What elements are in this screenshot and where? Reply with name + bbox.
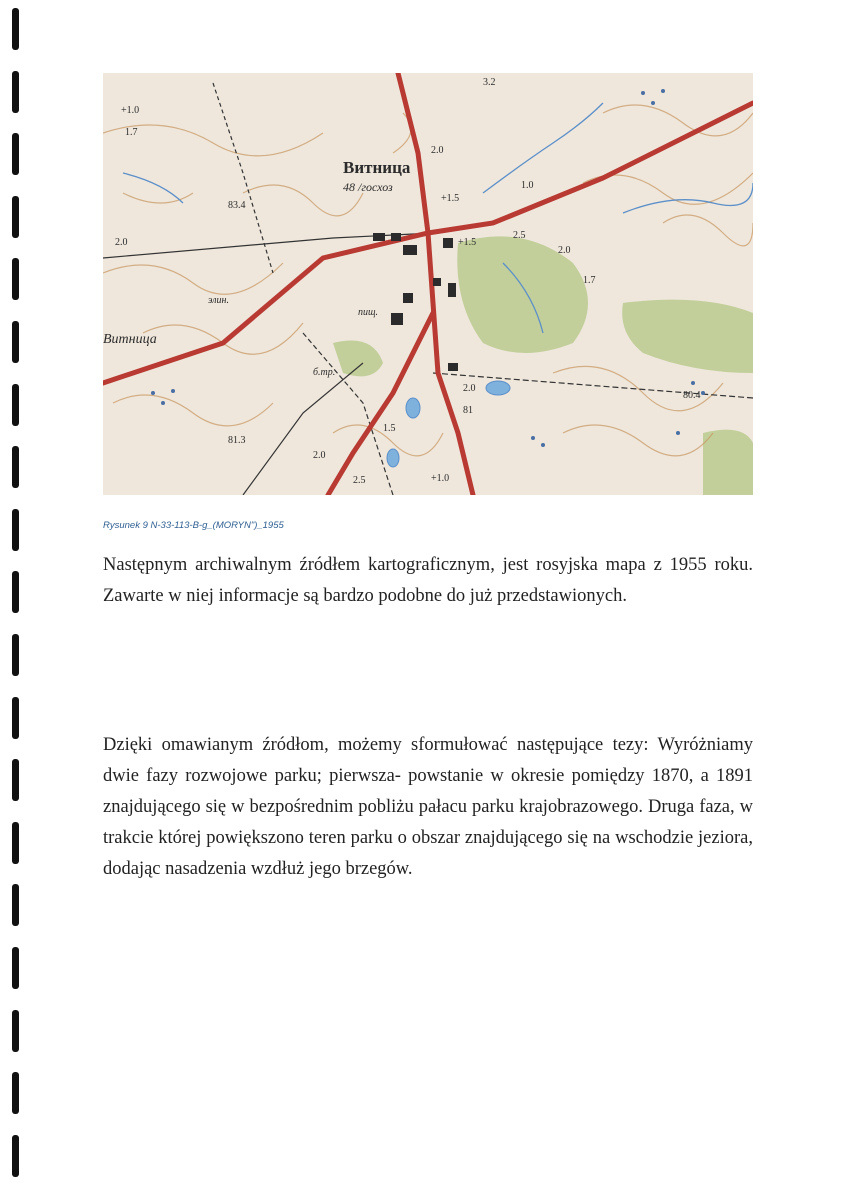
binding-ring [12, 1135, 19, 1177]
svg-text:83.4: 83.4 [228, 200, 246, 211]
forest-area [703, 430, 753, 495]
binding-ring [12, 822, 19, 864]
binding-ring [12, 947, 19, 989]
lake [387, 449, 399, 467]
svg-text:2.0: 2.0 [313, 450, 326, 461]
lake [406, 398, 420, 418]
figure-caption: Rysunek 9 N-33-113-B-g_(MORYN")_1955 [103, 520, 284, 531]
binding-ring [12, 384, 19, 426]
svg-text:2.0: 2.0 [558, 245, 571, 256]
svg-text:+1.0: +1.0 [121, 105, 140, 116]
svg-text:2.5: 2.5 [513, 230, 526, 241]
binding-ring [12, 1010, 19, 1052]
binding-ring [12, 321, 19, 363]
binding-ring [12, 133, 19, 175]
svg-text:2.0: 2.0 [463, 383, 476, 394]
binding-ring [12, 759, 19, 801]
binding-ring [12, 571, 19, 613]
binding-ring [12, 446, 19, 488]
svg-text:81: 81 [463, 405, 473, 416]
svg-text:3.2: 3.2 [483, 77, 496, 88]
svg-text:2.0: 2.0 [431, 145, 444, 156]
binding-ring [12, 697, 19, 739]
svg-text:2.5: 2.5 [353, 475, 366, 486]
map-town-name: Витница [343, 158, 411, 177]
paragraph-1: Następnym archiwalnym źródłem kartograficznym, jest rosyjska mapa z 1955 roku. Zawarte w niej informacje są bardzo podobne do już przedstawionych. [103, 555, 753, 606]
svg-text:+1.0: +1.0 [431, 473, 450, 484]
binding-ring [12, 196, 19, 238]
svg-text:+1.5: +1.5 [458, 237, 477, 248]
paragraph-2: Dzięki omawianym źródłom, możemy sformułować następujące tezy: Wyróżniamy dwie fazy rozwojowe parku; pierwsza- powstanie w okresie pomiędzy 1870, a 1891 znajdującego się w bezpośrednim pobliżu pałacu parku krajobrazowego. Druga faza, w trakcie której powiększono teren parku o obszar znajdującego się na wschodzie jeziora, dodając nasadzenia wzdłuż jego brzegów. [103, 735, 753, 879]
map-svg [103, 73, 753, 495]
svg-text:1.0: 1.0 [521, 180, 534, 191]
binding-ring [12, 258, 19, 300]
binding-ring [12, 884, 19, 926]
topographic-map-image [103, 73, 753, 495]
svg-text:пищ.: пищ. [358, 307, 379, 318]
lake [486, 381, 510, 395]
svg-text:б.тр.: б.тр. [313, 367, 336, 378]
binding-ring [12, 8, 19, 50]
svg-text:1.7: 1.7 [125, 127, 138, 138]
svg-text:1.7: 1.7 [583, 275, 596, 286]
svg-text:80.4: 80.4 [683, 390, 701, 401]
binding-ring [12, 71, 19, 113]
svg-text:элин.: элин. [208, 295, 229, 306]
binding-ring [12, 634, 19, 676]
map-town-sub: 48 /госхоз [343, 180, 393, 194]
svg-text:81.3: 81.3 [228, 435, 246, 446]
svg-text:+1.5: +1.5 [441, 193, 460, 204]
map-place-left: Витница [103, 332, 157, 347]
binding-ring [12, 509, 19, 551]
binding-ring [12, 1072, 19, 1114]
svg-text:1.5: 1.5 [383, 423, 396, 434]
spiral-binding [6, 0, 24, 1199]
svg-text:2.0: 2.0 [115, 237, 128, 248]
